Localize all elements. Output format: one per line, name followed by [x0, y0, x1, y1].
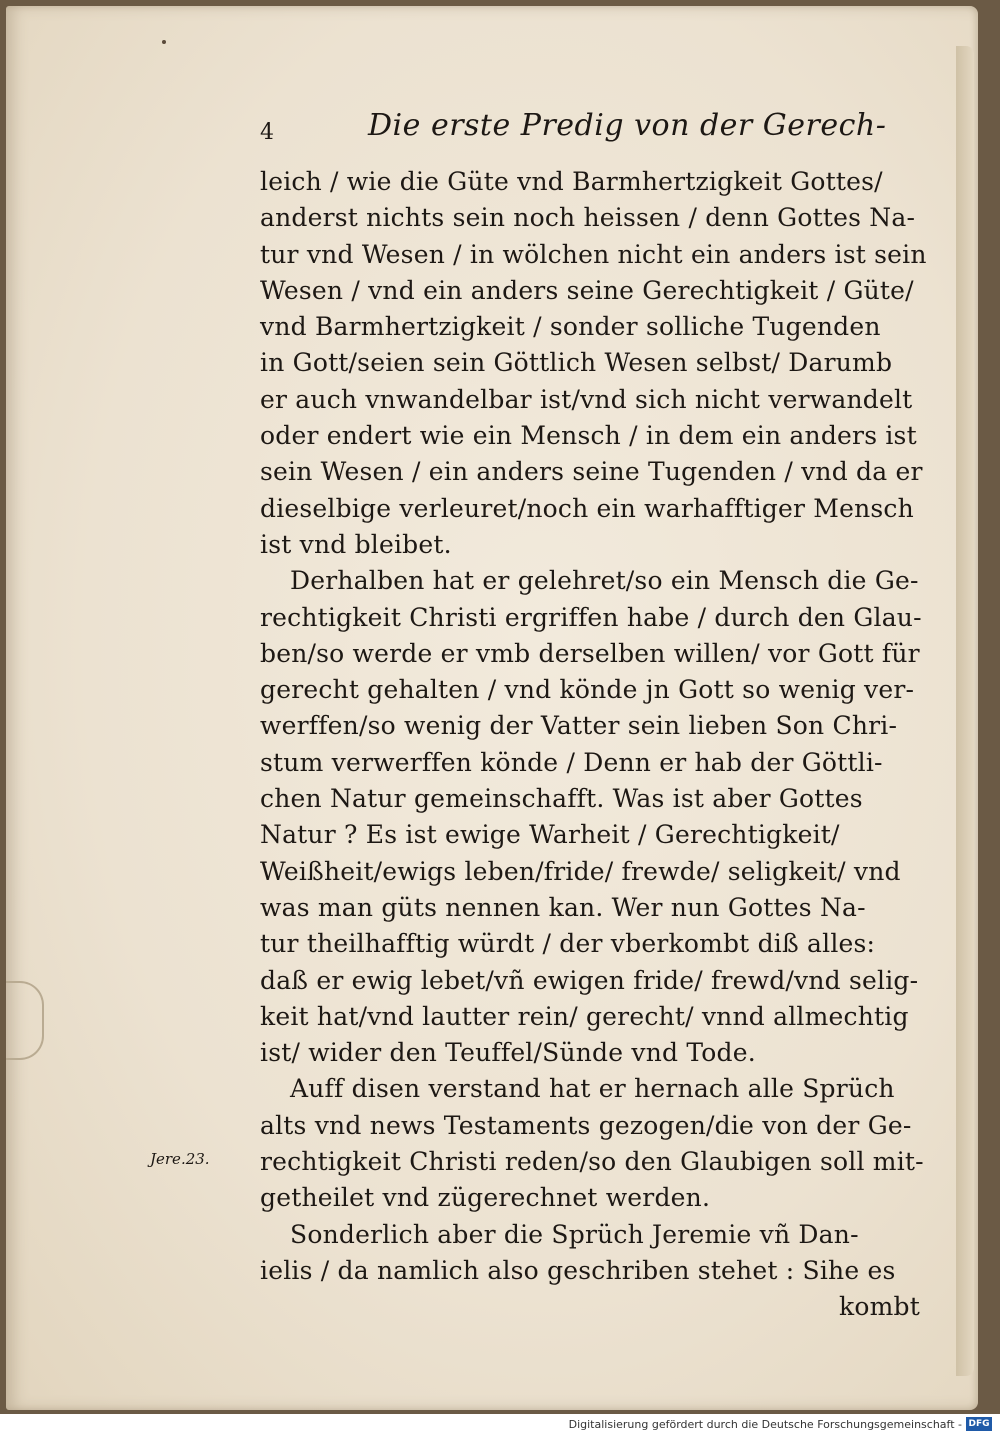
body-line: Weißheit/ewigs leben/fride/ frewde/ seligkeit/ vnd — [260, 856, 901, 886]
body-line: daß er ewig lebet/vñ ewigen fride/ frewd/vnd selig- — [260, 965, 919, 995]
body-line: gerecht gehalten / vnd könde jn Gott so wenig ver- — [260, 675, 915, 705]
footer-bar — [0, 1414, 1000, 1435]
body-line: tur vnd Wesen / in wölchen nicht ein anders ist sein — [260, 239, 927, 269]
body-line: Wesen / vnd ein anders seine Gerechtigkeit / Güte/ — [260, 275, 914, 305]
paragraph-start-line: Sonderlich aber die Sprüch Jeremie vñ Dan- — [290, 1219, 859, 1249]
footer-credit: Digitalisierung gefördert durch die Deutsche Forschungsgemeinschaft - — [568, 1418, 962, 1431]
body-line: Natur ? Es ist ewige Warheit / Gerechtigkeit/ — [260, 820, 840, 850]
body-line: er auch vnwandelbar ist/vnd sich nicht verwandelt — [260, 384, 913, 414]
text-block — [260, 100, 927, 1326]
body-line: ielis / da namlich also geschriben stehet : Sihe es — [260, 1255, 896, 1285]
body-line: getheilet vnd zügerechnet werden. — [260, 1183, 711, 1213]
body-line: anderst nichts sein noch heissen / denn Gottes Na- — [260, 203, 916, 233]
body-line: rechtigkeit Christi ergriffen habe / durch den Glau- — [260, 602, 922, 632]
body-line: oder endert wie ein Mensch / in dem ein anders ist — [260, 421, 917, 451]
body-line: sein Wesen / ein anders seine Tugenden / vnd da er — [260, 457, 923, 487]
body-line: ist vnd bleibet. — [260, 529, 452, 559]
body-line: werffen/so wenig der Vatter sein lieben Son Chri- — [260, 711, 898, 741]
dfg-logo-icon: DFG — [966, 1417, 992, 1431]
body-line: alts vnd news Testaments gezogen/die von der Ge- — [260, 1110, 912, 1140]
body-line: ben/so werde er vmb derselben willen/ vor Gott für — [260, 638, 920, 668]
paper-speck — [162, 40, 166, 44]
body-line: rechtigkeit Christi reden/so den Glaubigen soll mit- — [260, 1147, 924, 1177]
page-number: 4 — [260, 120, 274, 145]
binding-tab — [6, 981, 44, 1060]
body-line: chen Natur gemeinschafft. Was ist aber Gottes — [260, 784, 863, 814]
running-head: Die erste Predig von der Gerech- — [368, 108, 887, 143]
body-line: in Gott/seien sein Göttlich Wesen selbst/ Darumb — [260, 348, 893, 378]
page-edge — [956, 46, 974, 1376]
catchword: kombt — [839, 1292, 920, 1322]
body-line: tur theilhafftig würdt / der vberkombt diß alles: — [260, 929, 876, 959]
body-line: dieselbige verleuret/noch ein warhafftiger Mensch — [260, 493, 914, 523]
body-line: ist/ wider den Teuffel/Sünde vnd Tode. — [260, 1038, 756, 1068]
body-line: was man güts nennen kan. Wer nun Gottes Na- — [260, 892, 866, 922]
marginal-note: Jere.23. — [150, 1150, 210, 1168]
paragraph-start-line: Auff disen verstand hat er hernach alle Sprüch — [290, 1074, 895, 1104]
paragraph-start-line: Derhalben hat er gelehret/so ein Mensch die Ge- — [290, 566, 919, 596]
body-line: leich / wie die Güte vnd Barmhertzigkeit Gottes/ — [260, 167, 883, 196]
body-line: stum verwerffen könde / Denn er hab der Göttli- — [260, 747, 883, 777]
body-line: keit hat/vnd lautter rein/ gerecht/ vnnd allmechtig — [260, 1001, 909, 1031]
body-line: vnd Barmhertzigkeit / sonder solliche Tugenden — [260, 312, 881, 342]
page-header — [260, 100, 920, 164]
